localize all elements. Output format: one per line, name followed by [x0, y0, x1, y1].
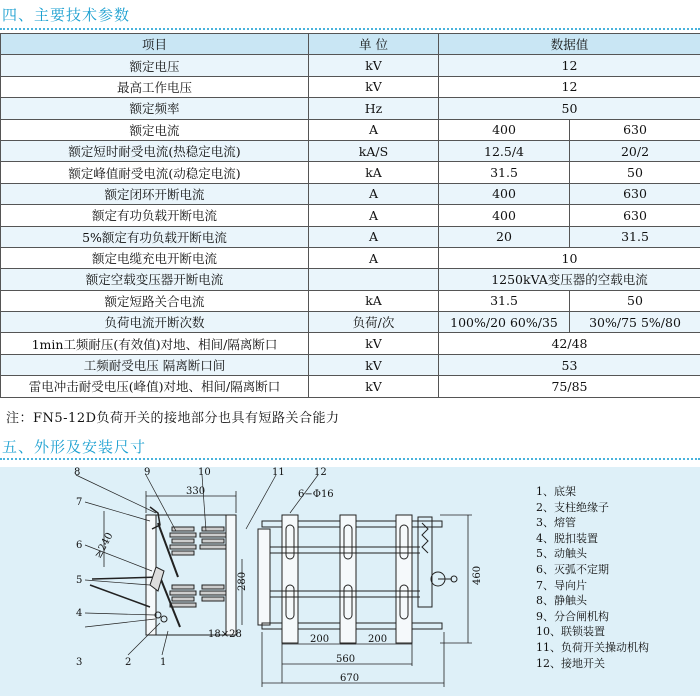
callout-3: 3: [76, 657, 83, 668]
legend-item: 4、脱扣装置: [536, 531, 598, 545]
cell-unit: kA: [309, 290, 439, 311]
table-row: [1, 183, 700, 204]
cell-unit: kV: [309, 376, 439, 397]
cell-item: 额定电压: [1, 55, 309, 76]
cell-unit: kV: [309, 55, 439, 76]
cell-item: 最高工作电压: [1, 76, 309, 97]
table-row: [1, 333, 700, 354]
callout-6: 6: [76, 540, 83, 551]
section4-divider: [0, 28, 700, 30]
header-value: 数据值: [439, 34, 700, 55]
cell-value-2: 630: [570, 205, 700, 226]
table-row: [1, 226, 700, 247]
cell-value-2: 30%/75 5%/80: [570, 312, 700, 333]
table-row: [1, 162, 700, 183]
cell-value-1: 400: [439, 205, 570, 226]
cell-value-1: 31.5: [439, 290, 570, 311]
legend-item: 5、动触头: [536, 547, 587, 561]
dim-200b: 200: [368, 634, 388, 645]
cell-unit: kV: [309, 354, 439, 375]
cell-item: 额定闭环开断电流: [1, 183, 309, 204]
dim-240: ≥240: [92, 530, 116, 561]
legend-item: 9、分合闸机构: [536, 609, 609, 623]
cell-value-1: 12.5/4: [439, 140, 570, 161]
dim-670: 670: [340, 673, 360, 684]
cell-item: 额定峰值耐受电流(动稳定电流): [1, 162, 309, 183]
front-view: [258, 515, 457, 643]
section5-title: 五、外形及安装尺寸: [2, 438, 147, 456]
table-row: [1, 98, 700, 119]
table-row: [1, 247, 700, 268]
cell-item: 额定电缆充电开断电流: [1, 247, 309, 268]
cell-unit: [309, 269, 439, 290]
cell-item: 额定短时耐受电流(热稳定电流): [1, 140, 309, 161]
dim-18x28: 18×28: [208, 629, 242, 640]
callout-11: 11: [272, 467, 285, 478]
cell-value: 1250kVA变压器的空载电流: [439, 269, 700, 290]
cell-item: 5%额定有功负载开断电流: [1, 226, 309, 247]
legend-item: 7、导向片: [536, 578, 587, 592]
section4-title: 四、主要技术参数: [2, 6, 131, 24]
cell-value-2: 630: [570, 119, 700, 140]
cell-unit: kA/S: [309, 140, 439, 161]
dim-280: 280: [237, 571, 248, 591]
cell-value: 12: [439, 76, 700, 97]
cell-item: 额定电流: [1, 119, 309, 140]
callout-10: 10: [198, 467, 211, 478]
cell-value-1: 100%/20 60%/35: [439, 312, 570, 333]
cell-value: 42/48: [439, 333, 700, 354]
dim-hole: 6−Φ16: [298, 489, 334, 500]
table-row: [1, 140, 700, 161]
callout-7: 7: [76, 497, 83, 508]
cell-unit: A: [309, 226, 439, 247]
legend-item: 8、静触头: [536, 594, 587, 608]
cell-unit: kV: [309, 76, 439, 97]
cell-item: 雷电冲击耐受电压(峰值)对地、相间/隔离断口: [1, 376, 309, 397]
header-item: 项目: [1, 34, 309, 55]
cell-item: 额定短路关合电流: [1, 290, 309, 311]
footnote: 注：FN5-12D负荷开关的接地部分也具有短路关合能力: [6, 411, 340, 426]
cell-value: 50: [439, 98, 700, 119]
side-view: [90, 507, 236, 635]
table-row: [1, 354, 700, 375]
insulator-lower: [170, 585, 226, 607]
parts-legend: [536, 484, 649, 671]
cell-item: 负荷电流开断次数: [1, 312, 309, 333]
cell-item: 额定有功负载开断电流: [1, 205, 309, 226]
legend-item: 1、底架: [536, 485, 576, 498]
table-row: [1, 269, 700, 290]
table-row: [1, 205, 700, 226]
cell-value: 10: [439, 247, 700, 268]
cell-unit: A: [309, 183, 439, 204]
callout-4: 4: [76, 608, 83, 619]
cell-item: 1min工频耐压(有效值)对地、相间/隔离断口: [1, 333, 309, 354]
cell-value-2: 20/2: [570, 140, 700, 161]
cell-unit: 负荷/次: [309, 312, 439, 333]
dim-460: 460: [472, 565, 483, 585]
dim-200a: 200: [310, 634, 330, 645]
table-row: [1, 376, 700, 397]
cell-value-1: 400: [439, 119, 570, 140]
cell-value-2: 50: [570, 290, 700, 311]
legend-item: 6、灭弧不定期: [536, 562, 609, 576]
table-row: [1, 119, 700, 140]
legend-item: 11、负荷开关操动机构: [536, 640, 649, 654]
cell-unit: A: [309, 119, 439, 140]
header-unit: 单 位: [309, 34, 439, 55]
cell-value-2: 50: [570, 162, 700, 183]
cell-value-2: 31.5: [570, 226, 700, 247]
cell-unit: kA: [309, 162, 439, 183]
cell-value: 75/85: [439, 376, 700, 397]
legend-item: 3、熔管: [536, 516, 576, 530]
cell-value: 53: [439, 354, 700, 375]
legend-item: 2、支柱绝缘子: [536, 500, 609, 514]
dim-330: 330: [186, 486, 206, 497]
spec-table: [0, 33, 700, 398]
callout-2: 2: [125, 657, 132, 668]
cell-item: 工频耐受电压 隔离断口间: [1, 354, 309, 375]
table-row: [1, 76, 700, 97]
callout-9: 9: [144, 467, 151, 478]
callout-5: 5: [76, 575, 83, 586]
section5-divider: [0, 458, 700, 460]
legend-item: 12、接地开关: [536, 656, 605, 670]
cell-item: 额定频率: [1, 98, 309, 119]
callout-1: 1: [160, 657, 167, 668]
cell-unit: kV: [309, 333, 439, 354]
dimension-drawing: [0, 467, 536, 696]
cell-value-1: 400: [439, 183, 570, 204]
table-header-row: [1, 34, 700, 55]
cell-value: 12: [439, 55, 700, 76]
cell-unit: Hz: [309, 98, 439, 119]
table-row: [1, 290, 700, 311]
legend-item: 10、联锁装置: [536, 625, 605, 639]
cell-unit: A: [309, 205, 439, 226]
table-row: [1, 312, 700, 333]
cell-value-1: 20: [439, 226, 570, 247]
cell-unit: A: [309, 247, 439, 268]
dim-560: 560: [336, 654, 356, 665]
cell-value-2: 630: [570, 183, 700, 204]
cell-value-1: 31.5: [439, 162, 570, 183]
insulator-upper: [170, 527, 226, 555]
cell-item: 额定空载变压器开断电流: [1, 269, 309, 290]
callout-8: 8: [74, 467, 81, 478]
callout-12: 12: [314, 467, 327, 478]
table-row: [1, 55, 700, 76]
